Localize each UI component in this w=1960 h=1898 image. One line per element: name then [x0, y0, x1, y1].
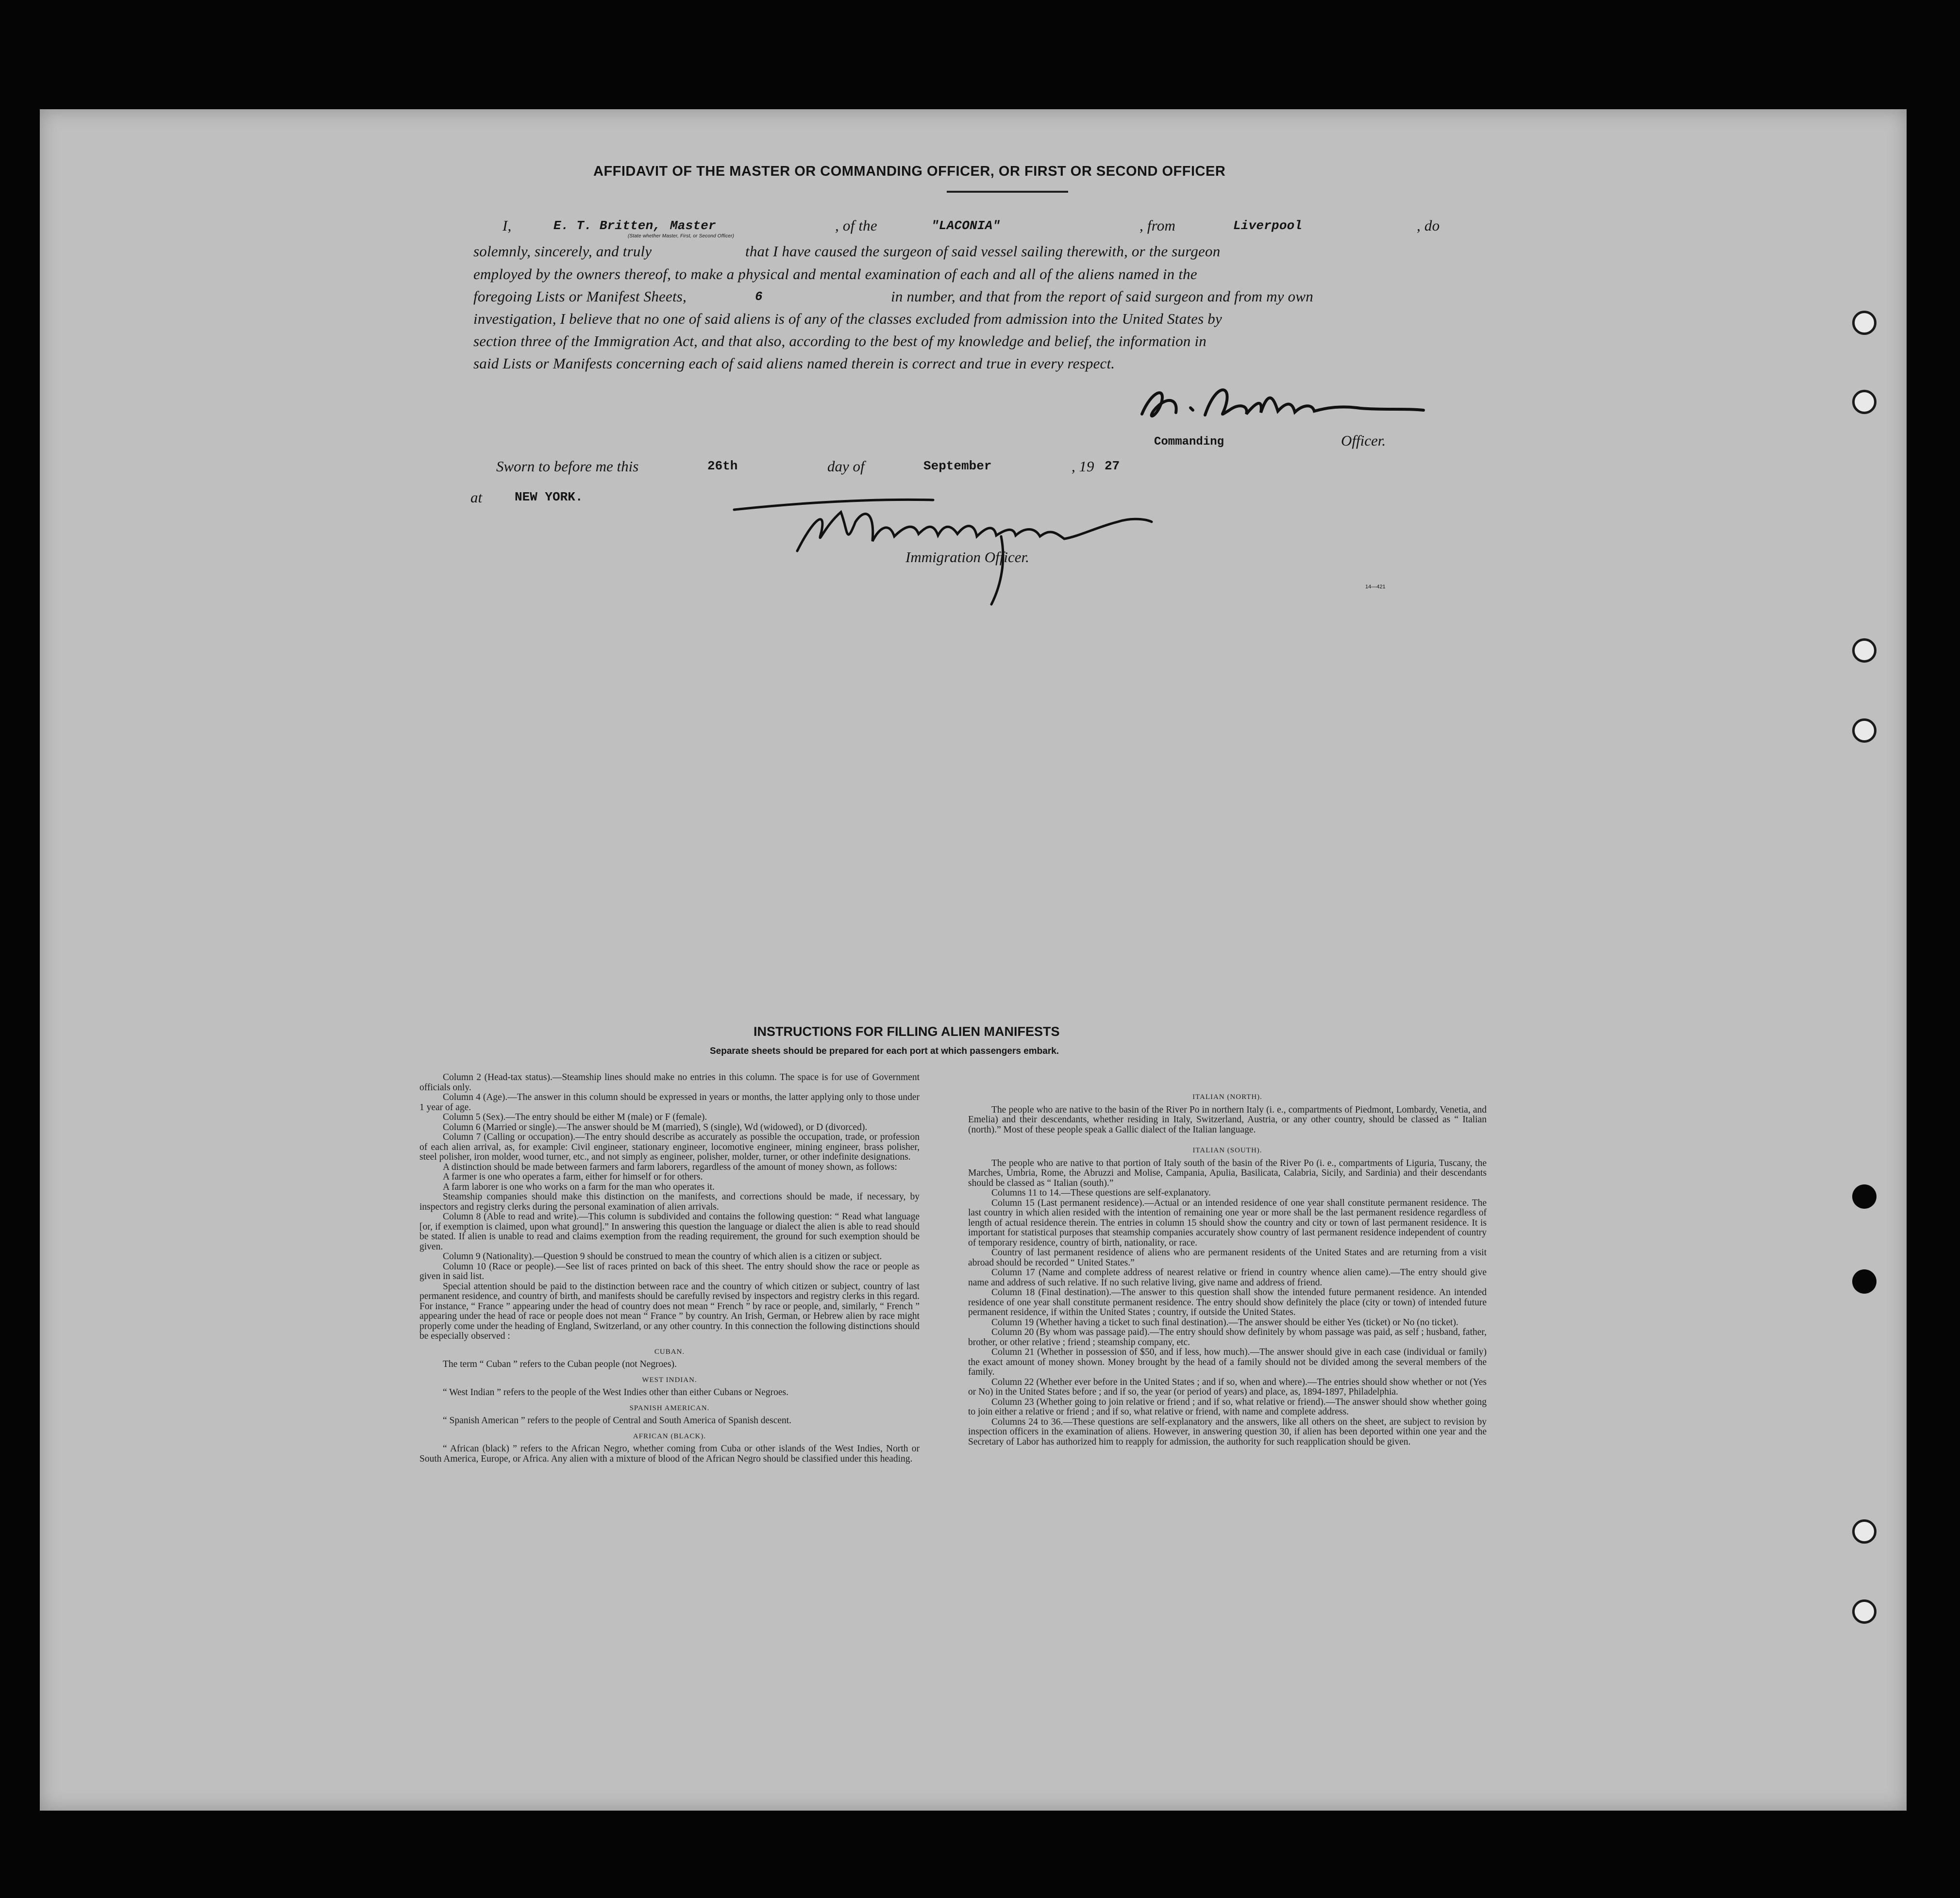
instruction-paragraph: Column 7 (Calling or occupation).—The entry should describe as accurately as possible the occupation, trade, or profession of each alien arrival, as, for example: Civil engineer, stationary engineer, locomotive engineer, mining engineer, brass polisher, steel polisher, iron molder, wood turner, etc., and not simply as engineer, polisher, molder, turner, or other indefinite designations. — [419, 1132, 920, 1162]
instruction-paragraph: A farm laborer is one who works on a farm for the man who operates it. — [443, 1182, 715, 1192]
instruction-paragraph: Column 5 (Sex).—The entry should be either M (male) or F (female). — [443, 1112, 707, 1122]
instruction-paragraph: “ Spanish American ” refers to the people of Central and South America of Spanish descent. — [443, 1415, 792, 1426]
punch-hole — [1852, 1599, 1876, 1624]
punch-hole — [1852, 1184, 1876, 1209]
sworn-place: NEW YORK. — [515, 490, 583, 504]
right-paragraphs — [968, 1188, 1487, 1447]
rank-note: (State whether Master, First, or Second Officer) — [628, 233, 735, 239]
instruction-paragraph: Column 18 (Final destination).—The answer to this question shall show the intended future permanent residence. An intended residence of one year shall constitute permanent residence. The entry should show definitely the place (city or town) of intended future permanent residence, if within the United States ; country, if outside the United States. — [968, 1287, 1487, 1317]
manifest-page — [40, 109, 1907, 1811]
affidavit-line-6: section three of the Immigration Act, and that also, according to the best of my knowledge and belief, the information in — [473, 333, 1206, 350]
sworn-year: 27 — [1105, 459, 1120, 473]
instruction-paragraph: Special attention should be paid to the distinction between race and the country of which citizen or subject, country of last permanent residence, and country of birth, and manifests should be carefully revised by inspectors and registry clerks in this regard. For instance, “ France ” appearing under the head of country does not mean “ French ” by race or people, and, similarly, “ French ” appearing under the head of race or people does not mean “ France ” by country. An Irish, German, or Hebrew alien by race might properly come under the heading of England, Switzerland, or any other country. In this connection the following distinctions should be especially observed : — [419, 1281, 920, 1341]
instructions-title: INSTRUCTIONS FOR FILLING ALIEN MANIFESTS — [754, 1024, 1060, 1039]
affidavit-line-2 — [473, 243, 1221, 260]
at-label: at — [470, 489, 483, 506]
sworn-label: Sworn to before me this — [496, 458, 639, 475]
section-heading: ITALIAN (SOUTH). — [1192, 1147, 1262, 1154]
affidavit-text: that I have caused the surgeon of said vessel sailing therewith, or the surgeon — [745, 243, 1221, 260]
instruction-paragraph: Column 10 (Race or people).—See list of races printed on back of this sheet. The entry should show the race or people as given in said list. — [419, 1261, 920, 1282]
instruction-paragraph: Column 17 (Name and complete address of nearest relative or friend in country whence alien came).—The entry should give name and address of such relative. If no such relative living, give name and address of friend. — [968, 1267, 1487, 1288]
affidavit-line-7: said Lists or Manifests concerning each of said aliens named therein is correct and true in every respect. — [473, 355, 1115, 372]
instruction-paragraph: The people who are native to the basin of the River Po in northern Italy (i. e., compartments of Piedmont, Lombardy, Venetia, and Emelia) and their descendants, whether residing in Italy, Switzerland, Austria, or any other country, should be classed as “ Italian (north).” Most of these people speak a Gallic dialect of the Italian language. — [968, 1104, 1487, 1135]
left-paragraphs — [419, 1073, 920, 1342]
instruction-paragraph: Column 4 (Age).—The answer in this column should be expressed in years or months, the latter applying only to those under 1 year of age. — [419, 1092, 920, 1113]
officer-name: E. T. Britten, — [553, 218, 661, 233]
affidavit-text: in number, and that from the report of said surgeon and from my own — [891, 288, 1313, 305]
officer-rank: Master — [670, 218, 716, 233]
affidavit-line-4 — [473, 288, 1313, 305]
instruction-paragraph: Column 23 (Whether going to join relative or friend ; and if so, what relative or friend).—The answer should show whether going to join either a relative or friend ; and if so, what relative or friend, with name and complete address. — [968, 1397, 1487, 1417]
title-rule — [947, 191, 1068, 193]
ship-name: "LACONIA" — [931, 218, 1001, 233]
instructions-left-column — [419, 1073, 920, 1464]
punch-hole — [1852, 718, 1876, 743]
form-number: 14—421 — [1365, 584, 1386, 590]
from-label: , from — [1139, 217, 1176, 234]
instruction-paragraph: The term “ Cuban ” refers to the Cuban people (not Negroes). — [443, 1359, 677, 1369]
instruction-paragraph: Column 9 (Nationality).—Question 9 should be construed to mean the country of which alien is a citizen or subject. — [443, 1251, 882, 1262]
instructions-right-column — [968, 1092, 1487, 1447]
officer-label: Officer. — [1341, 432, 1386, 449]
immigration-officer-label: Immigration Officer. — [905, 549, 1029, 566]
officer-type: Commanding — [1154, 435, 1224, 449]
instruction-paragraph: Country of last permanent residence of aliens who are permanent residents of the United States and are returning from a visit abroad should be recorded “ United States.” — [968, 1248, 1487, 1268]
instruction-paragraph: A distinction should be made between farmers and farm laborers, regardless of the amount of money shown, as follows: — [443, 1162, 897, 1172]
section-heading: AFRICAN (BLACK). — [633, 1432, 706, 1440]
affidavit-title: AFFIDAVIT OF THE MASTER OR COMMANDING OFFICER, OR FIRST OR SECOND OFFICER — [593, 164, 1226, 179]
affidavit-line-5: investigation, I believe that no one of said aliens is of any of the classes excluded from admission into the United States by — [473, 310, 1222, 327]
punch-hole — [1852, 638, 1876, 663]
affidavit-text: solemnly, sincerely, and truly — [473, 243, 652, 260]
instruction-paragraph: Column 21 (Whether in possession of $50, and if less, how much).—The answer should give in each case (individual or family) the exact amount of money shown. Money brought by the head of a family should not be divided among the several members of the family. — [968, 1347, 1487, 1377]
instruction-paragraph: Column 15 (Last permanent residence).—Actual or an intended residence of one year shall constitute permanent residence. The last country in which alien resided with the intention of remaining one year or more shall be the last permanent residence regardless of length of actual residence therein. The entries in column 15 should show the country and city or town of last permanent residence. It is important for statistical purposes that steamship companies accurately show country of last permanent residence independent of country of temporary residence, country of birth, nationality, or race. — [968, 1198, 1487, 1248]
instruction-paragraph: Steamship companies should make this distinction on the manifests, and corrections should be made, if necessary, by inspectors and registry clerks during the personal examination of alien arrivals. — [419, 1192, 920, 1212]
year-prefix: , 19 — [1072, 458, 1094, 475]
instruction-paragraph: Columns 24 to 36.—These questions are self-explanatory and the answers, like all others on the sheet, are subject to revision by inspection officers in the examination of aliens. However, in answering question 30, if alien has been deported within one year and the Secretary of Labor has authorized him to reapply for admission, the authority for such reapplication should be given. — [968, 1416, 1487, 1447]
section-heading: CUBAN. — [654, 1348, 685, 1356]
instruction-paragraph: The people who are native to that portion of Italy south of the basin of the River Po (i. e., compartments of Liguria, Tuscany, the Marches, Umbria, Rome, the Abruzzi and Molise, Campania, Apulia, Basilicata, Calabria, Sicily, and Sardinia) and their descendants should be classed as “ Italian (south).” — [968, 1158, 1487, 1188]
sworn-month: September — [923, 459, 992, 473]
section-heading: ITALIAN (NORTH). — [1192, 1093, 1262, 1101]
punch-hole — [1852, 1519, 1876, 1544]
section-heading: WEST INDIAN. — [642, 1376, 697, 1384]
immigration-officer-signature — [729, 493, 1331, 614]
instruction-paragraph: “ African (black) ” refers to the African Negro, whether coming from Cuba or other islands of the West Indies, North or South America, Europe, or Africa. Any alien with a mixture of blood of the African Negro should be classified under this heading. — [419, 1444, 920, 1464]
instruction-paragraph: “ West Indian ” refers to the people of the West Indies other than either Cubans or Negroes. — [443, 1387, 788, 1398]
instruction-paragraph: A farmer is one who operates a farm, either for himself or for others. — [443, 1172, 703, 1182]
master-signature — [1132, 376, 1482, 434]
instruction-paragraph: Column 19 (Whether having a ticket to such final destination).—The answer should be either Yes (ticket) or No (no ticket). — [991, 1317, 1458, 1328]
day-of-label: day of — [827, 458, 865, 475]
instruction-paragraph: Columns 11 to 14.—These questions are self-explanatory. — [991, 1188, 1211, 1198]
punch-hole — [1852, 1269, 1876, 1294]
instruction-paragraph: Column 8 (Able to read and write).—This column is subdivided and contains the following question: “ Read what language [or, if exemption is claimed, upon what ground].” In answering this question the language or dialect the alien is able to read should be stated. If alien is unable to read and claims exemption from the reading requirement, the ground for such exemption should be given. — [419, 1212, 920, 1252]
departure-port: Liverpool — [1233, 218, 1303, 233]
i-label: I, — [503, 217, 512, 234]
sheet-count: 6 — [755, 289, 763, 304]
section-heading: SPANISH AMERICAN. — [629, 1404, 710, 1412]
instruction-paragraph: Column 6 (Married or single).—The answer should be M (married), S (single), Wd (widowed), or D (divorced). — [443, 1122, 868, 1132]
of-the-label: , of the — [835, 217, 877, 234]
instruction-paragraph: Column 22 (Whether ever before in the United States ; and if so, when and where).—The entries should show whether or not (Yes or No) in the United States before ; and if so, the year (or period of years) and place, as, 1894-1897, Philadelphia. — [968, 1377, 1487, 1397]
punch-hole — [1852, 390, 1876, 414]
punch-hole — [1852, 311, 1876, 335]
do-label: , do — [1417, 217, 1440, 234]
instruction-paragraph: Column 2 (Head-tax status).—Steamship lines should make no entries in this column. The space is for use of Government officials only. — [419, 1072, 920, 1093]
instructions-subtitle: Separate sheets should be prepared for each port at which passengers embark. — [710, 1046, 1059, 1056]
instruction-paragraph: Column 20 (By whom was passage paid).—The entry should show definitely by whom passage was paid, as self ; husband, father, brother, or other relative ; friend ; steamship company, etc. — [968, 1327, 1487, 1348]
affidavit-line-3: employed by the owners thereof, to make a physical and mental examination of each and all of the aliens named in the — [473, 266, 1197, 283]
sworn-day: 26th — [707, 459, 738, 473]
affidavit-text: foregoing Lists or Manifest Sheets, — [473, 288, 687, 305]
